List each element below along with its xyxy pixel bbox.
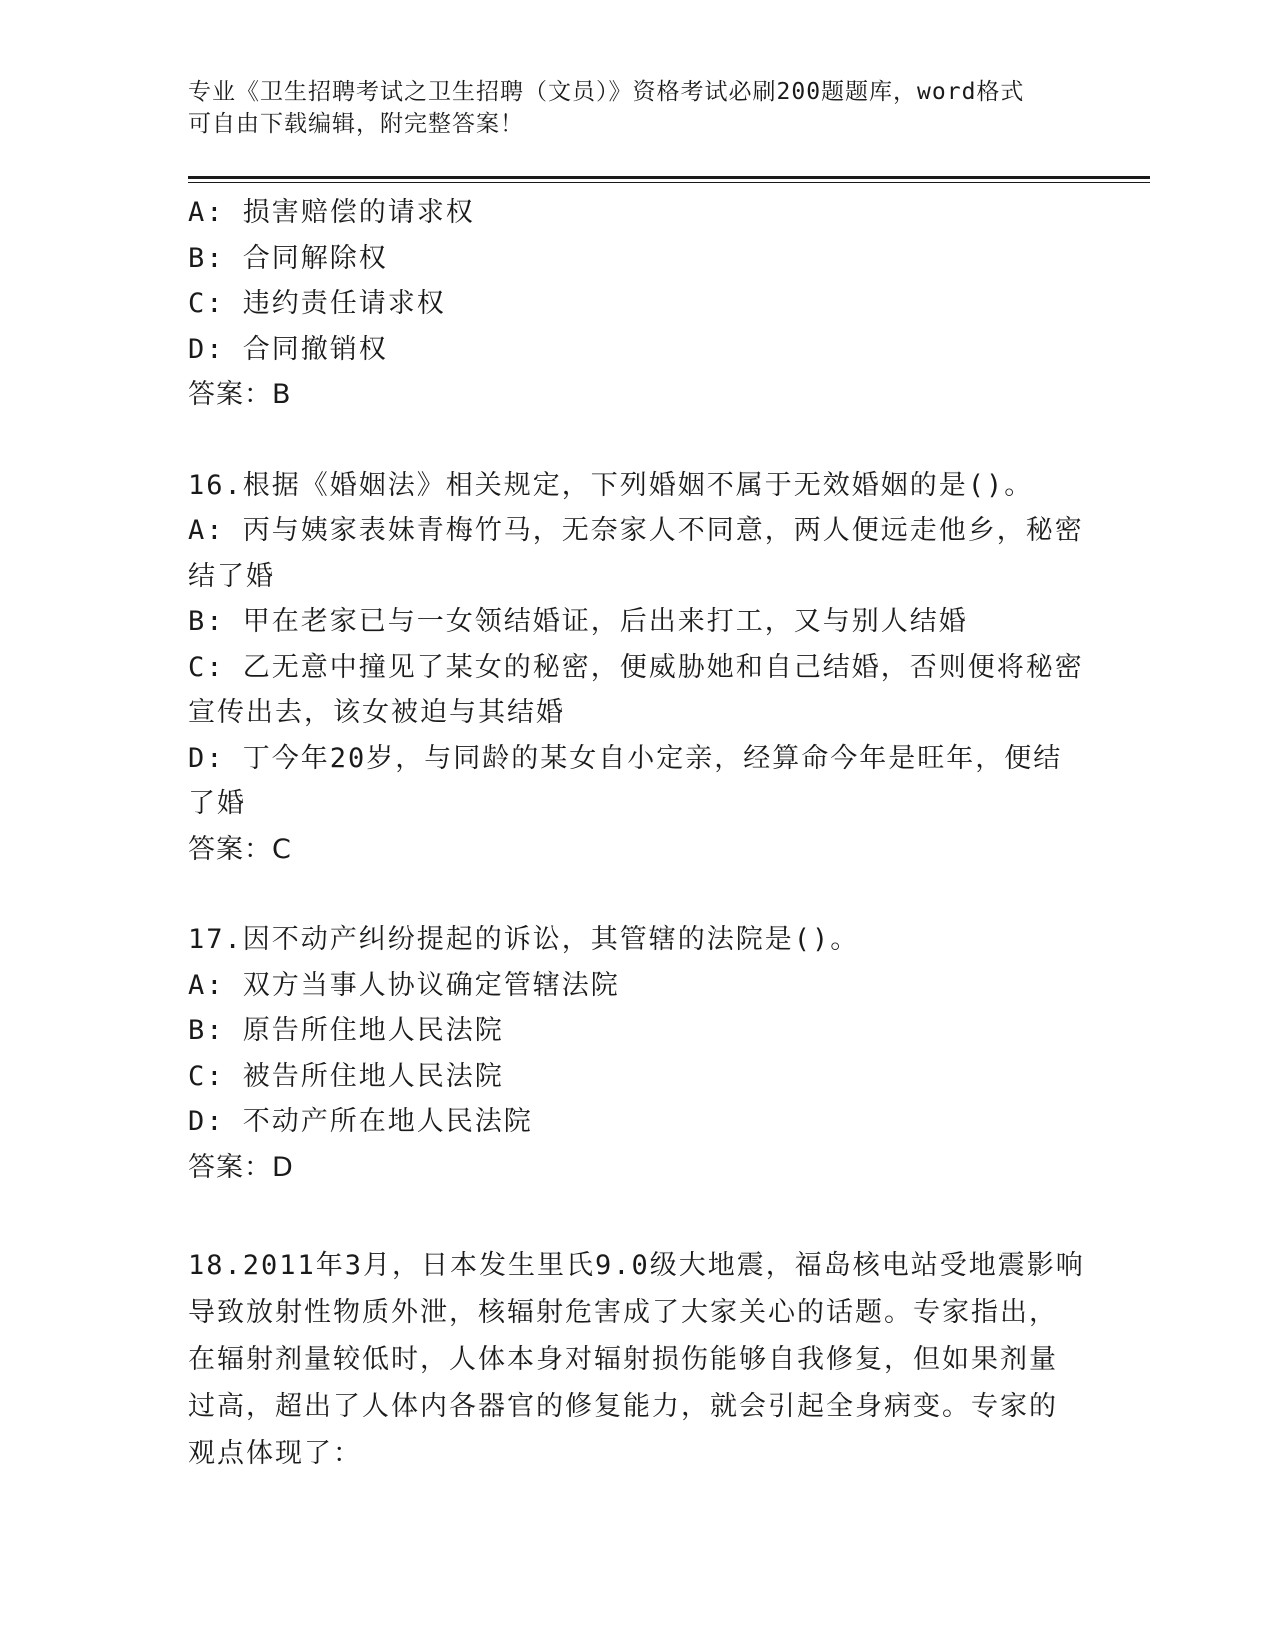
header-divider-thick xyxy=(188,176,1150,179)
q17-answer: 答案：D xyxy=(188,1151,294,1183)
q16-option-a-line-2: 结了婚 xyxy=(188,560,275,592)
spacer xyxy=(188,418,1088,463)
question-16 xyxy=(188,463,1088,873)
header-title-line-2: 可自由下载编辑，附完整答案！ xyxy=(188,111,524,137)
question-17 xyxy=(188,917,1088,1190)
q18-question-line-4: 过高，超出了人体内各器官的修复能力，就会引起全身病变。专家的 xyxy=(188,1391,1058,1422)
question-18 xyxy=(188,1242,1088,1477)
q16-question-text: 16.根据《婚姻法》相关规定，下列婚姻不属于无效婚姻的是()。 xyxy=(188,469,1034,501)
header-divider-thin xyxy=(188,182,1150,183)
document-body xyxy=(188,190,1088,1477)
q17-option-c: C: 被告所住地人民法院 xyxy=(188,1060,504,1092)
q16-option-c-line-2: 宣传出去，该女被迫与其结婚 xyxy=(188,697,565,728)
q16-option-a-line-1: A: 丙与姨家表妹青梅竹马，无奈家人不同意，两人便远走他乡，秘密 xyxy=(188,515,1084,546)
q15-option-d: D: 合同撤销权 xyxy=(188,333,388,365)
spacer xyxy=(188,1190,1088,1242)
q17-option-b: B: 原告所住地人民法院 xyxy=(188,1015,504,1046)
q16-answer: 答案：C xyxy=(188,833,292,865)
question-15 xyxy=(188,190,1088,418)
spacer xyxy=(188,872,1088,917)
q17-option-d: D: 不动产所在地人民法院 xyxy=(188,1106,533,1137)
q15-option-b: B: 合同解除权 xyxy=(188,242,388,274)
q16-option-d-line-1: D: 丁今年20岁，与同龄的某女自小定亲，经算命今年是旺年，便结 xyxy=(188,742,1063,774)
q16-option-b: B: 甲在老家已与一女领结婚证，后出来打工，又与别人结婚 xyxy=(188,606,968,637)
q17-question-text: 17.因不动产纠纷提起的诉讼，其管辖的法院是()。 xyxy=(188,924,860,955)
q15-option-c: C: 违约责任请求权 xyxy=(188,288,446,319)
q18-question-line-2: 导致放射性物质外泄，核辐射危害成了大家关心的话题。专家指出， xyxy=(188,1297,1058,1328)
q16-option-d-line-2: 了婚 xyxy=(188,788,246,819)
document-header xyxy=(188,76,1068,140)
q18-question-line-3: 在辐射剂量较低时，人体本身对辐射损伤能够自我修复，但如果剂量 xyxy=(188,1344,1058,1375)
q18-question-line-5: 观点体现了： xyxy=(188,1438,362,1469)
q15-option-a: A: 损害赔偿的请求权 xyxy=(188,197,475,228)
q18-question-line-1: 18.2011年3月，日本发生里氏9.0级大地震，福岛核电站受地震影响 xyxy=(188,1250,1085,1281)
header-title-line-1: 专业《卫生招聘考试之卫生招聘（文员）》资格考试必刷200题题库，word格式 xyxy=(188,79,1025,105)
q15-answer: 答案：B xyxy=(188,379,292,410)
q16-option-c-line-1: C: 乙无意中撞见了某女的秘密，便威胁她和自己结婚，否则便将秘密 xyxy=(188,651,1084,683)
q17-option-a: A: 双方当事人协议确定管辖法院 xyxy=(188,969,620,1001)
